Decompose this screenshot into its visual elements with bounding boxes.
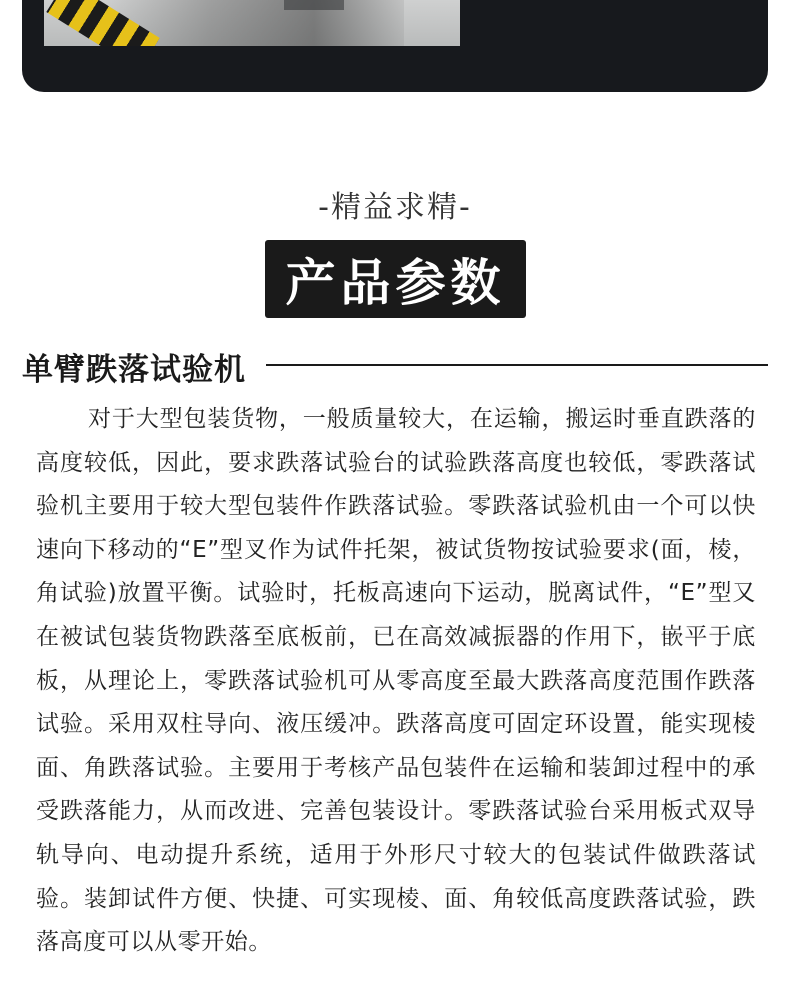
section-header	[22, 344, 768, 388]
description-paragraph: 对于大型包装货物，一般质量较大，在运输，搬运时垂直跌落的高度较低，因此，要求跌落试验台的试验跌落高度也较低，零跌落试验机主要用于较大型包装件作跌落试验。零跌落试验机由一个可以快速向下移动的“E”型叉作为试件托架，被试货物按试验要求(面，棱，角试验)放置平衡。试验时，托板高速向下运动，脱离试件，“E”型又在被试包装货物跌落至底板前，已在高效减振器的作用下，嵌平于底板，从理论上，零跌落试验机可从零高度至最大跌落高度范围作跌落试验。采用双柱导向、液压缓冲。跌落高度可固定环设置，能实现棱面、角跌落试验。主要用于考核产品包装件在运输和装卸过程中的承受跌落能力，从而改进、完善包装设计。零跌落试验台采用板式双导轨导向、电动提升系统，适用于外形尺寸较大的包装试件做跌落试验。装卸试件方便、快捷、可实现棱、面、角较低高度跌落试验，跌落高度可以从零开始。	[36, 406, 756, 956]
title-box	[265, 240, 526, 318]
page-title: 产品参数	[285, 254, 506, 312]
top-image-panel	[22, 0, 768, 92]
section-divider	[266, 364, 768, 366]
product-photo	[44, 0, 460, 46]
section-title: 单臂跌落试验机	[22, 352, 246, 388]
photo-machine-part	[284, 0, 344, 10]
subtitle: -精益求精-	[318, 190, 472, 225]
